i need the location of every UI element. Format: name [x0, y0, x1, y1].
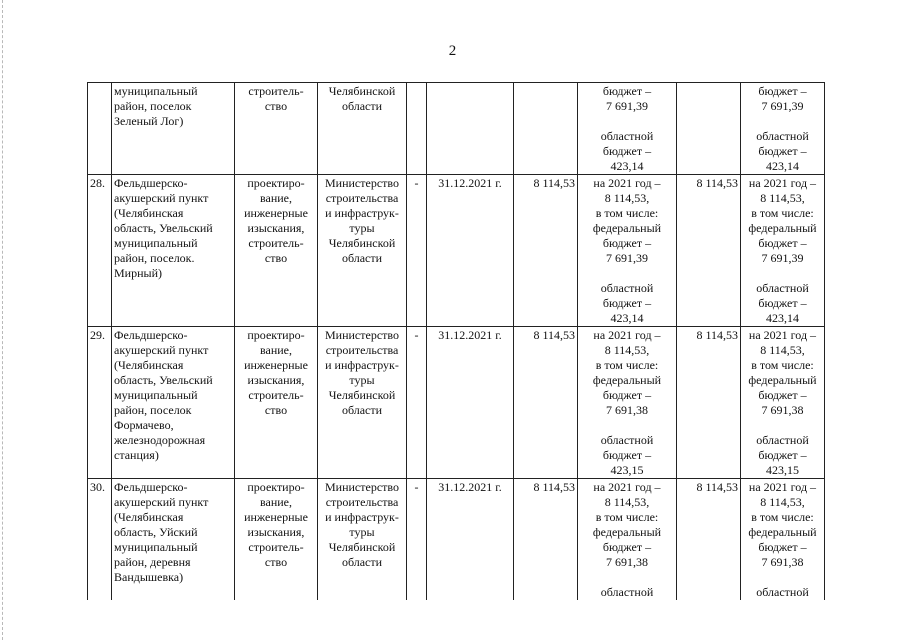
cell-end-date: 31.12.2021 г.: [427, 479, 514, 601]
page-number: 2: [448, 43, 457, 59]
cell-limit-funding: на 2021 год – 8 114,53, в том числе: федеральный бюджет – 7 691,38 областной: [741, 479, 825, 601]
cell-funding: на 2021 год – 8 114,53, в том числе: федеральный бюджет – 7 691,39 областной бюджет – 423,14: [578, 175, 677, 327]
table-row: [88, 175, 825, 327]
cell-end-date: 31.12.2021 г.: [427, 327, 514, 479]
table-row: [88, 83, 825, 175]
cell-customer: Министерство строительства и инфраструк- туры Челябинской области: [318, 479, 407, 601]
cell-limit-funding: на 2021 год – 8 114,53, в том числе: федеральный бюджет – 7 691,39 областной бюджет – 423,14: [741, 175, 825, 327]
cell-start-date: -: [407, 175, 427, 327]
cell-start-date: -: [407, 327, 427, 479]
cell-funding: на 2021 год – 8 114,53, в том числе: федеральный бюджет – 7 691,38 областной: [578, 479, 677, 601]
cell-limit: 8 114,53: [677, 479, 741, 601]
cell-number: 30.: [88, 479, 112, 601]
cell-estimated-cost: 8 114,53: [514, 327, 578, 479]
cell-estimated-cost: 8 114,53: [514, 175, 578, 327]
cell-number: 28.: [88, 175, 112, 327]
cell-limit: [677, 83, 741, 175]
cell-object-name: Фельдшерско- акушерский пункт (Челябинская область, Увельский муниципальный район, поселок Формачево, железнодорожная станция): [112, 327, 235, 479]
cell-customer: Челябинской области: [318, 83, 407, 175]
table-row: [88, 327, 825, 479]
cell-limit: 8 114,53: [677, 175, 741, 327]
cell-start-date: -: [407, 479, 427, 601]
cell-work-type: проектиро- вание, инженерные изыскания, строитель- ство: [235, 175, 318, 327]
table-row: [88, 479, 825, 601]
cell-estimated-cost: 8 114,53: [514, 479, 578, 601]
cell-end-date: [427, 83, 514, 175]
cell-work-type: проектиро- вание, инженерные изыскания, строитель- ство: [235, 327, 318, 479]
page-left-edge: [2, 0, 3, 640]
cell-work-type: проектиро- вание, инженерные изыскания, строитель- ство: [235, 479, 318, 601]
cell-customer: Министерство строительства и инфраструк- туры Челябинской области: [318, 175, 407, 327]
cell-limit-funding: бюджет – 7 691,39 областной бюджет – 423,14: [741, 83, 825, 175]
cell-funding: на 2021 год – 8 114,53, в том числе: федеральный бюджет – 7 691,38 областной бюджет – 423,15: [578, 327, 677, 479]
cell-object-name: Фельдшерско- акушерский пункт (Челябинская область, Увельский муниципальный район, поселок. Мирный): [112, 175, 235, 327]
objects-table: [87, 82, 825, 600]
cell-number: [88, 83, 112, 175]
cell-limit: 8 114,53: [677, 327, 741, 479]
cell-customer: Министерство строительства и инфраструк- туры Челябинской области: [318, 327, 407, 479]
cell-estimated-cost: [514, 83, 578, 175]
cell-limit-funding: на 2021 год – 8 114,53, в том числе: федеральный бюджет – 7 691,38 областной бюджет – 423,15: [741, 327, 825, 479]
cell-end-date: 31.12.2021 г.: [427, 175, 514, 327]
cell-funding: бюджет – 7 691,39 областной бюджет – 423,14: [578, 83, 677, 175]
cell-object-name: Фельдшерско- акушерский пункт (Челябинская область, Уйский муниципальный район, деревня Вандышевка): [112, 479, 235, 601]
cell-object-name: муниципальный район, поселок Зеленый Лог): [112, 83, 235, 175]
cell-number: 29.: [88, 327, 112, 479]
cell-start-date: [407, 83, 427, 175]
cell-work-type: строитель- ство: [235, 83, 318, 175]
